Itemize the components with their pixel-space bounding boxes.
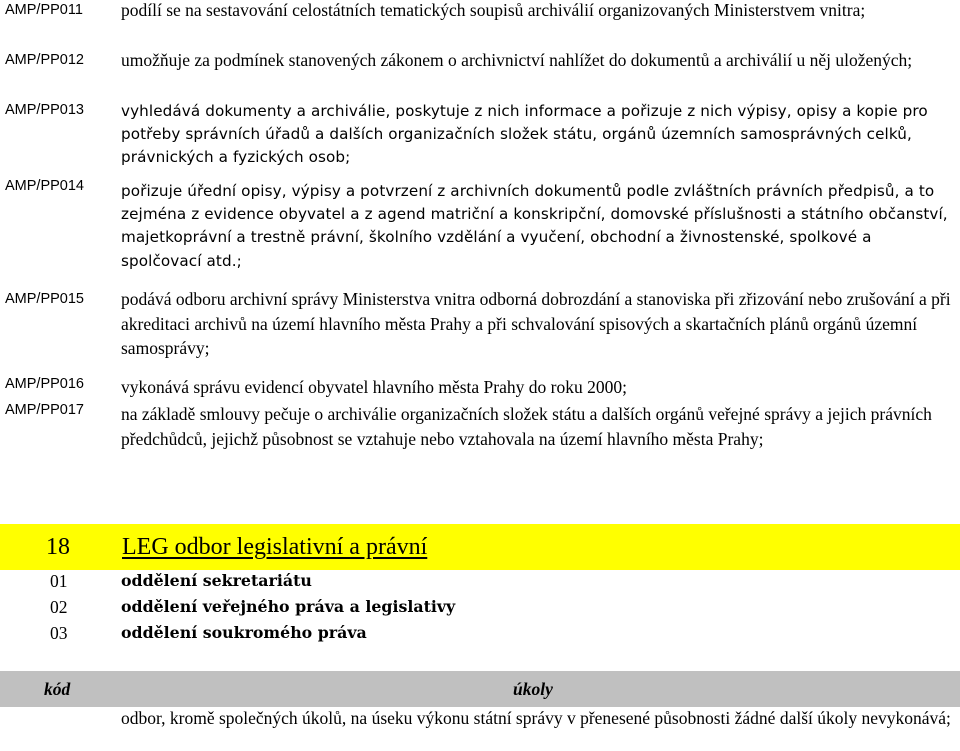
department-number: 18 [46, 534, 70, 560]
column-header-code: kód [44, 679, 71, 699]
duty-code: AMP/PP013 [5, 102, 84, 118]
duty-text: vykonává správu evidencí obyvatel hlavního města Prahy do roku 2000; [121, 377, 627, 397]
task-row-text: odbor, kromě společných úkolů, na úseku výkonu státní správy v přenesené působnosti žádné další úkoly nevykonává; [121, 708, 951, 728]
duty-text: podílí se na sestavování celostátních tematických soupisů archiválií organizovaných Ministerstvem vnitra; [121, 0, 866, 20]
section-label: oddělení veřejného práva a legislativy [121, 597, 456, 616]
duty-code: AMP/PP014 [5, 178, 84, 194]
duty-text: vyhledává dokumenty a archiválie, poskytuje z nich informace a pořizuje z nich výpisy, opisy a kopie pro potřeby správních úřadů a dalších organizačních složek státu, orgánů územních samosprávných celků, právnických a fyzických osob; [121, 102, 928, 167]
section-number: 02 [50, 597, 68, 617]
duty-text: pořizuje úřední opisy, výpisy a potvrzení z archivních dokumentů podle zvláštních právních předpisů, a to zejména z evidence obyvatel a z agend matriční a konskripční, domovské příslušnosti a státního občanství, majetkoprávní a trestně právní, školního vzdělání a vyučení, obchodní a živnostenské, spolkové a spolčovací atd.; [121, 182, 948, 270]
duty-code: AMP/PP017 [5, 402, 84, 418]
duty-code: AMP/PP015 [5, 291, 84, 307]
tasks-table-header [0, 671, 960, 707]
duty-text: na základě smlouvy pečuje o archiválie organizačních složek státu a dalších orgánů veřejné správy a jejich právních předchůdců, jejichž působnost se vztahuje nebo vztahovala na území hlavního města Prahy; [121, 404, 932, 449]
section-number: 01 [50, 571, 68, 591]
section-number: 03 [50, 623, 68, 643]
duty-code: AMP/PP012 [5, 52, 84, 68]
duty-code: AMP/PP011 [5, 2, 83, 18]
section-label: oddělení soukromého práva [121, 623, 367, 642]
duty-code: AMP/PP016 [5, 376, 84, 392]
section-label: oddělení sekretariátu [121, 571, 312, 590]
duty-text: umožňuje za podmínek stanovených zákonem o archivnictví nahlížet do dokumentů a archiválií u něj uložených; [121, 50, 913, 70]
duty-text: podává odboru archivní správy Ministerstva vnitra odborná dobrozdání a stanoviska při zřizování nebo zrušování a při akreditaci archivů na území hlavního města Prahy a při schvalování spisových a skartačních plánů orgánů územní samosprávy; [121, 289, 951, 358]
column-header-tasks: úkoly [513, 679, 553, 699]
department-title: LEG odbor legislativní a právní [122, 534, 428, 560]
